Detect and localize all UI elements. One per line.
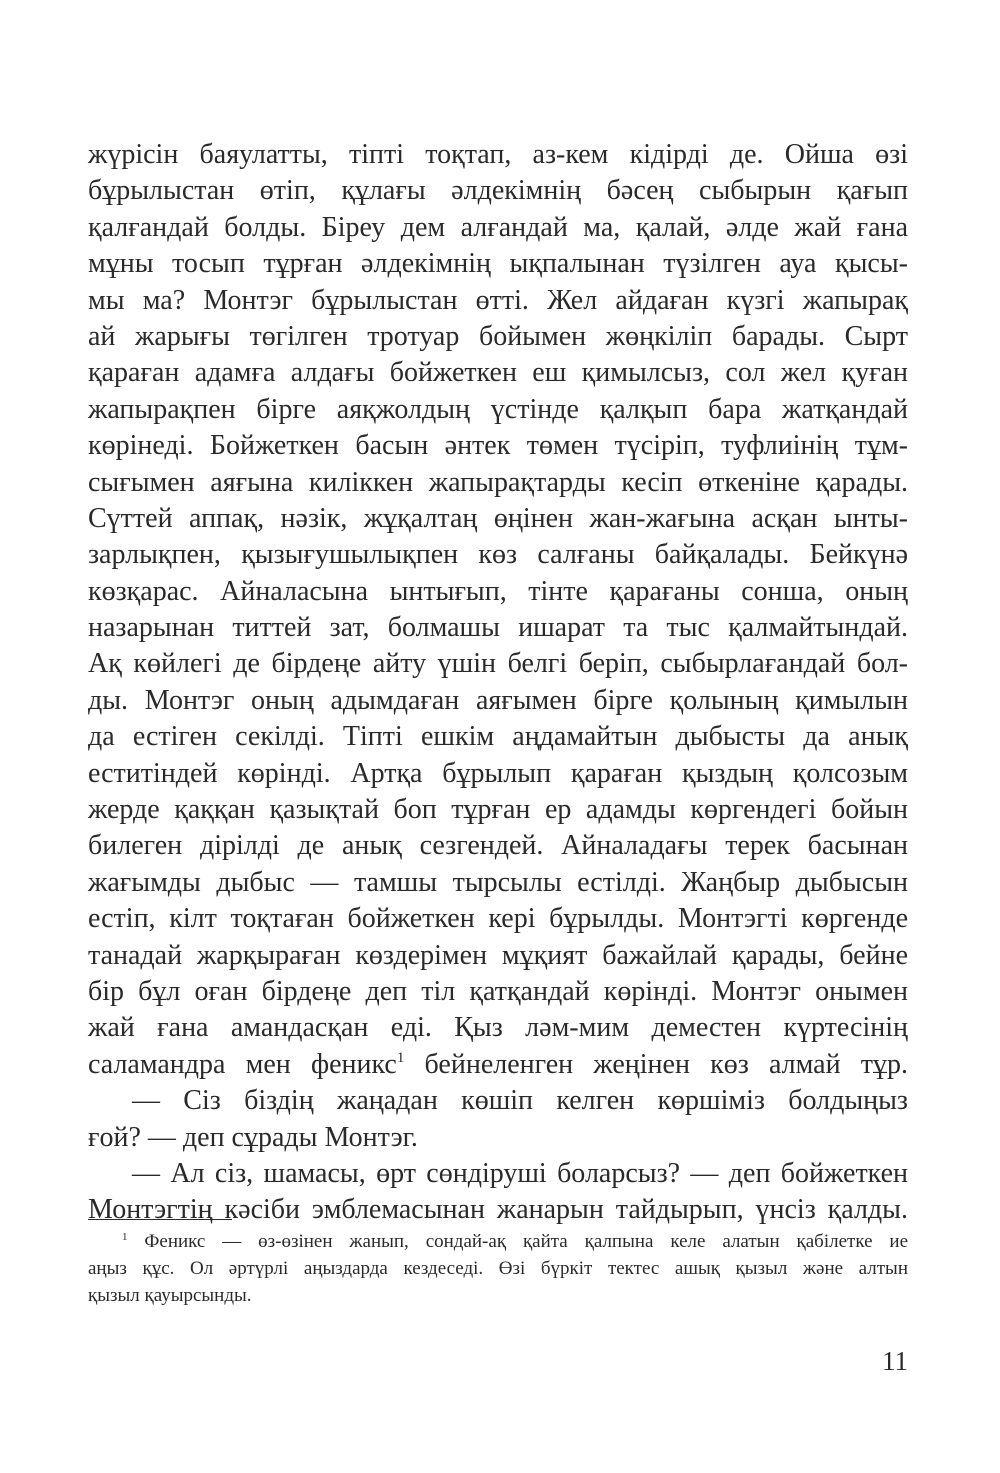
text-line: Сүттей аппақ, нәзік, жұқалтаң өңінен жан-жағына асқан ынты- — [88, 502, 908, 534]
footnote-text: Феникс — өз-өзінен жанып, сондай-ақ қайта қалпына келе алатын қабілетке ие — [127, 1231, 908, 1252]
dialogue-line: — Ал сіз, шамасы, өрт сөндіруші боларсыз? — деп бойжеткен — [132, 1157, 908, 1189]
text-line: Ақ көйлегі де бірдеңе айту үшін белгі беріп, сыбырлағандай бол- — [88, 648, 908, 680]
text-line: танадай жарқыраған көздерімен мұқият бажайлай қарады, бейне — [88, 939, 908, 971]
text-line: мұны тосып тұрған әлдекімнің ықпалынан түзілген ауа қысы- — [88, 248, 908, 280]
text-line: ды. Монтэг оның адымдаған аяғымен бірге қолының қимылын — [88, 684, 908, 716]
text-line: жерде қаққан қазықтай боп тұрған ер адамды көргендегі бойын — [88, 794, 908, 826]
text-line: мы ма? Монтэг бұрылыстан өтті. Жел айдаған күзгі жапырақ — [88, 284, 908, 316]
footnote-line: аңыз құс. Ол әртүрлі аңыздарда кездеседі. Өзі бүркіт тектес ашық қызыл және алтын — [88, 1258, 908, 1279]
footnote-line: қызыл қауырсынды. — [88, 1285, 252, 1306]
text-line: сығымен аяғына киліккен жапырақтарды кесіп өткеніне қарады. — [88, 466, 908, 498]
text-line: зарлықпен, қызығушылықпен көз салғаны байқалады. Бейкүнә — [88, 539, 908, 571]
text-line: еститіндей көрінді. Артқа бұрылып қараған қыздың қолсозым — [88, 757, 908, 789]
text-line: назарынан титтей зат, болмашы ишарат та тыс қалмайтындай. — [88, 612, 908, 644]
text-line: қараған адамға алдағы бойжеткен еш қимылсыз, сол жел қуған — [88, 357, 908, 389]
text-line: жағымды дыбыс — тамшы тырсылы естілді. Жаңбыр дыбысын — [88, 866, 908, 898]
footnote-reference: 1 — [396, 1049, 405, 1066]
page-number: 11 — [882, 1346, 908, 1376]
text-line: бір бұл оған бірдеңе деп тіл қатқандай көрінді. Монтэг онымен — [88, 975, 908, 1007]
text-line: естіп, кілт тоқтаған бойжеткен кері бұрылды. Монтэгті көргенде — [88, 903, 908, 935]
footnote-divider — [88, 1219, 232, 1220]
footnote — [88, 1228, 908, 1309]
text-line: жүрісін баяулатты, тіпті тоқтап, аз-кем кідірді де. Ойша өзі — [88, 139, 908, 170]
text-line: жапырақпен бірге аяқжолдың үстінде қалқып бара жатқандай — [88, 393, 908, 425]
text-line: бұрылыстан өтіп, құлағы әлдекімнің бәсең сыбырын қағып — [88, 175, 908, 207]
footnote-mark: 1 — [122, 1231, 128, 1243]
text-after-note: бейнеленген жеңінен көз алмай тұр. — [404, 1048, 908, 1080]
text-line: қалғандай болды. Біреу дем алғандай ма, қалай, әлде жай ғана — [88, 211, 908, 243]
text-before-note: саламандра мен феникс — [88, 1048, 397, 1080]
dialogue-line: — Сіз біздің жаңадан көшіп келген көршіміз болдыңыз — [132, 1085, 908, 1117]
main-text — [88, 137, 908, 1229]
text-line-with-note — [88, 1047, 908, 1083]
text-line: билеген дірілді де анық сезгендей. Айналадағы терек басынан — [88, 830, 908, 862]
text-line: да естіген секілді. Тіпті ешкім аңдамайтын дыбысты да анық — [88, 721, 908, 753]
text-line: жай ғана амандасқан еді. Қыз ләм-мим деместен күртесінің — [88, 1012, 908, 1044]
text-line: көзқарас. Айналасына ынтығып, тінте қарағаны сонша, оның — [88, 575, 908, 607]
dialogue-line: ғой? — деп сұрады Монтэг. — [88, 1121, 418, 1153]
footnote-line — [88, 1228, 908, 1255]
dialogue-line: Монтэгтің кәсіби эмблемасынан жанарын тайдырып, үнсіз қалды. — [88, 1194, 908, 1226]
text-line: көрінеді. Бойжеткен басын әнтек төмен түсіріп, туфлиінің тұм- — [88, 430, 908, 462]
text-line: ай жарығы төгілген тротуар бойымен жөңкіліп барады. Сырт — [88, 320, 908, 352]
